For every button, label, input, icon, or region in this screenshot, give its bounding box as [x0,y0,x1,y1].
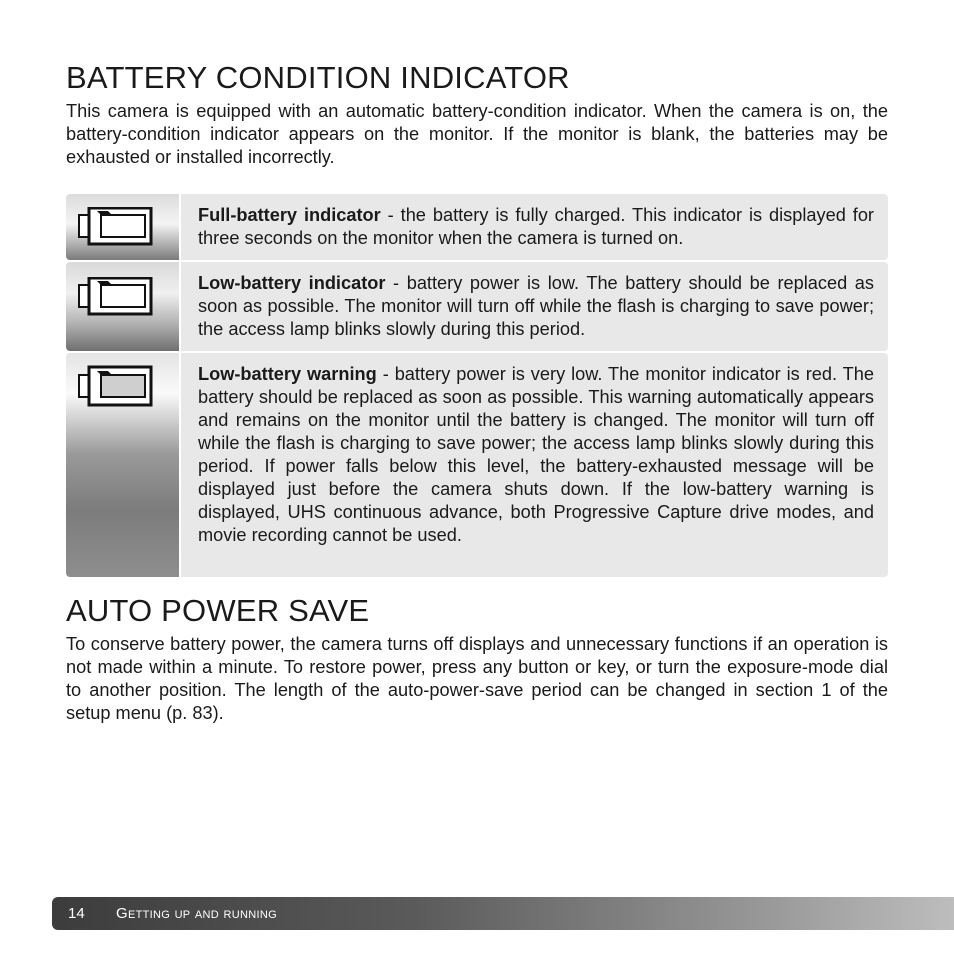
indicator-text: - the battery is fully charged. This indicator is displayed for three seconds on the monitor when the camera is turned on. [198,205,874,248]
indicator-list [66,194,888,577]
battery-warning-icon [78,365,168,409]
auto-power-save-paragraph: To conserve battery power, the camera turns off displays and unnecessary functions if an operation is not made within a minute. To restore power, press any button or key, or turn the exposure-mode dial to another position. The length of the auto-power-save period can be changed in section 1 of the setup menu (p. 83). [66,634,888,723]
full-battery-icon [78,207,168,247]
footer-section-title: Getting up and running [116,905,277,922]
indicator-row-low [66,262,888,351]
indicator-description [181,262,888,351]
low-battery-icon [78,277,168,317]
monitor-thumbnail [66,353,179,577]
indicator-name: Low-battery warning [198,364,377,384]
indicator-row-warning [66,353,888,577]
indicator-description [181,353,888,577]
indicator-row-full [66,194,888,260]
page-content [66,58,888,725]
section-title-battery: BATTERY CONDITION INDICATOR [66,60,570,95]
monitor-thumbnail [66,194,179,260]
page-footer [52,897,954,930]
indicator-name: Low-battery indicator [198,273,386,293]
battery-intro-paragraph: This camera is equipped with an automatic battery-condition indicator. When the camera is on, the battery-condition indicator appears on the monitor. If the monitor is blank, the batteries may be exhausted or installed incorrectly. [66,101,888,167]
monitor-thumbnail [66,262,179,351]
section-title-auto-power-save: AUTO POWER SAVE [66,593,370,628]
indicator-text: - battery power is low. The battery should be replaced as soon as possible. The monitor will turn off while the flash is charging to save power; the access lamp blinks slowly during this period. [198,273,875,339]
indicator-description [181,194,888,260]
page-number: 14 [68,905,85,922]
indicator-name: Full-battery indicator [198,205,381,225]
indicator-text: - battery power is very low. The monitor indicator is red. The battery should be replaced as soon as possible. This warning automatically appears and remains on the monitor until the battery is changed. The monitor will turn off while the flash is charging to save power; the access lamp blinks slowly during this period. If power falls below this level, the battery-exhausted message will be displayed just before the camera shuts down. If the low-battery warning is displayed, UHS continuous advance, both Progressive Capture drive modes, and movie recording cannot be used. [198,364,875,545]
